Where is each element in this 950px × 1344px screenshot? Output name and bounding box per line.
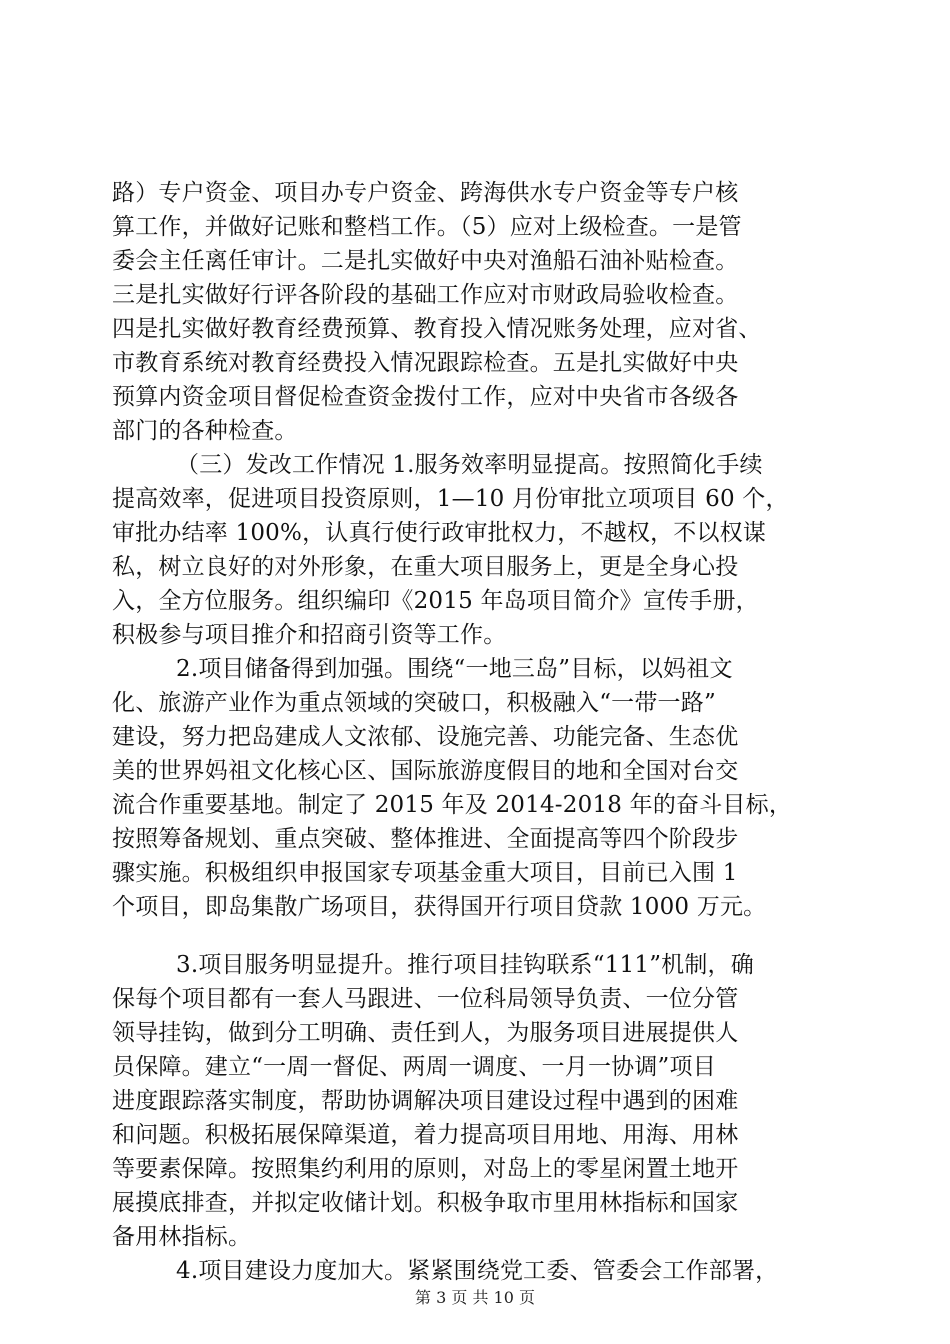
text-line: 委会主任离任审计。二是扎实做好中央对渔船石油补贴检查。 — [112, 248, 739, 274]
text-line: 个项目，即岛集散广场项目，获得国开行项目贷款 1000 万元。 — [112, 894, 767, 920]
text-line: 提高效率，促进项目投资原则，1—10 月份审批立项项目 60 个， — [112, 486, 789, 512]
text-line: 部门的各种检查。 — [112, 418, 298, 444]
text-line: 化、旅游产业作为重点领域的突破口，积极融入“一带一路” — [112, 690, 716, 716]
text-line: 积极参与项目推介和招商引资等工作。 — [112, 622, 507, 648]
text-line: 四是扎实做好教育经费预算、教育投入情况账务处理，应对省、 — [112, 316, 762, 342]
paragraph-start-line: 2.项目储备得到加强。围绕“一地三岛”目标，以妈祖文 — [176, 656, 733, 682]
text-line: 预算内资金项目督促检查资金拨付工作，应对中央省市各级各 — [112, 384, 739, 410]
text-line: 按照筹备规划、重点突破、整体推进、全面提高等四个阶段步 — [112, 826, 739, 852]
paragraph-start-line: 4.项目建设力度加大。紧紧围绕党工委、管委会工作部署， — [176, 1258, 779, 1284]
text-line: 进度跟踪落实制度，帮助协调解决项目建设过程中遇到的困难 — [112, 1088, 739, 1114]
text-line: 三是扎实做好行评各阶段的基础工作应对市财政局验收检查。 — [112, 282, 739, 308]
text-line: 流合作重要基地。制定了 2015 年及 2014-2018 年的奋斗目标， — [112, 792, 793, 818]
text-line: 审批办结率 100%，认真行使行政审批权力，不越权，不以权谋 — [112, 520, 767, 546]
text-line: 员保障。建立“一周一督促、两周一调度、一月一协调”项目 — [112, 1054, 716, 1080]
text-line: 私，树立良好的对外形象，在重大项目服务上，更是全身心投 — [112, 554, 739, 580]
text-line: 建设，努力把岛建成人文浓郁、设施完善、功能完备、生态优 — [112, 724, 739, 750]
text-line: 等要素保障。按照集约利用的原则，对岛上的零星闲置土地开 — [112, 1156, 739, 1182]
page-number: 第 3 页 共 10 页 — [415, 1288, 535, 1307]
text-line: 路）专户资金、项目办专户资金、跨海供水专户资金等专户核 — [112, 180, 739, 206]
text-line: 领导挂钩，做到分工明确、责任到人，为服务项目进展提供人 — [112, 1020, 739, 1046]
text-line: 算工作，并做好记账和整档工作。（5）应对上级检查。一是管 — [112, 214, 742, 240]
paragraph-start-line: 3.项目服务明显提升。推行项目挂钩联系“111”机制，确 — [176, 952, 754, 978]
text-line: 市教育系统对教育经费投入情况跟踪检查。五是扎实做好中央 — [112, 350, 739, 376]
section-heading-line: （三）发改工作情况 1.服务效率明显提高。按照简化手续 — [176, 452, 763, 478]
text-line: 骤实施。积极组织申报国家专项基金重大项目，目前已入围 1 — [112, 860, 738, 886]
text-line: 展摸底排查，并拟定收储计划。积极争取市里用林指标和国家 — [112, 1190, 739, 1216]
text-line: 入，全方位服务。组织编印《2015 年岛项目简介》宣传手册， — [112, 588, 759, 614]
text-line: 备用林指标。 — [112, 1224, 252, 1250]
text-line: 美的世界妈祖文化核心区、国际旅游度假目的地和全国对台交 — [112, 758, 739, 784]
text-line: 和问题。积极拓展保障渠道，着力提高项目用地、用海、用林 — [112, 1122, 739, 1148]
text-line: 保每个项目都有一套人马跟进、一位科局领导负责、一位分管 — [112, 986, 739, 1012]
